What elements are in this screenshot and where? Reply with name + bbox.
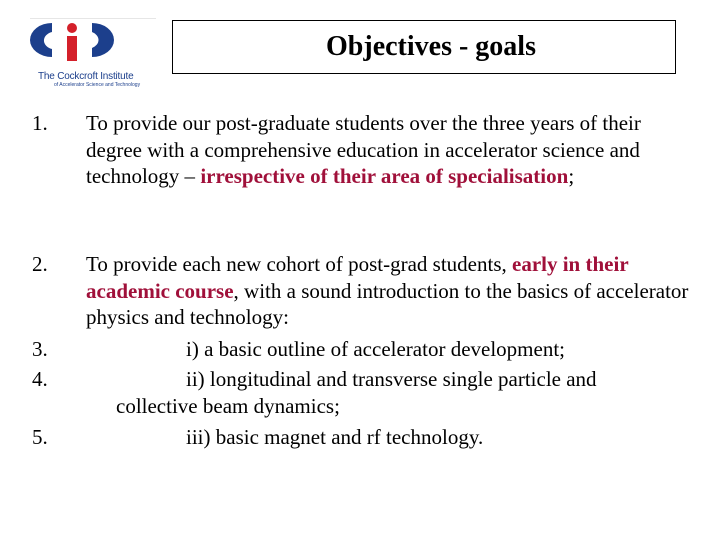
item-highlight: early in their academic course [86,252,629,303]
item-text: iii) basic magnet and rf technology. [186,425,484,449]
item-highlight: irrespective of their area of specialisation [200,164,569,188]
item-number: 1. [32,111,48,135]
item-text: i) a basic outline of accelerator development; [186,337,565,361]
item-number: 3. [32,337,48,361]
item-text [86,251,692,331]
list-item-5 [32,424,692,451]
item-text-before: To provide our post-graduate students over the three years of their degree with a comprehensive education in accelerator science and technology – [86,111,641,188]
logo-name: The Cockcroft Institute [38,71,134,82]
list-item-4 [32,366,692,419]
title-box [172,20,676,74]
item-text-line-2: collective beam dynamics; [116,393,340,418]
cockcroft-emblem-icon [30,19,156,71]
list-item-3 [32,336,692,363]
slide-title: Objectives - goals [326,31,536,62]
item-text [86,110,692,190]
item-number: 2. [32,252,48,276]
item-text-line-1: ii) longitudinal and transverse single particle and [186,367,597,391]
item-text-before: To provide each new cohort of post-grad students, [86,252,512,276]
logo-subtitle: of Accelerator Science and Technology [54,82,141,88]
list-item-1 [32,110,692,190]
cockcroft-logo [30,18,156,91]
list-item-2 [32,251,692,331]
item-number: 4. [32,367,48,391]
item-number: 5. [32,425,48,449]
item-text-after: , with a sound introduction to the basics of accelerator physics and technology: [86,278,689,329]
item-text-after: ; [568,164,575,188]
